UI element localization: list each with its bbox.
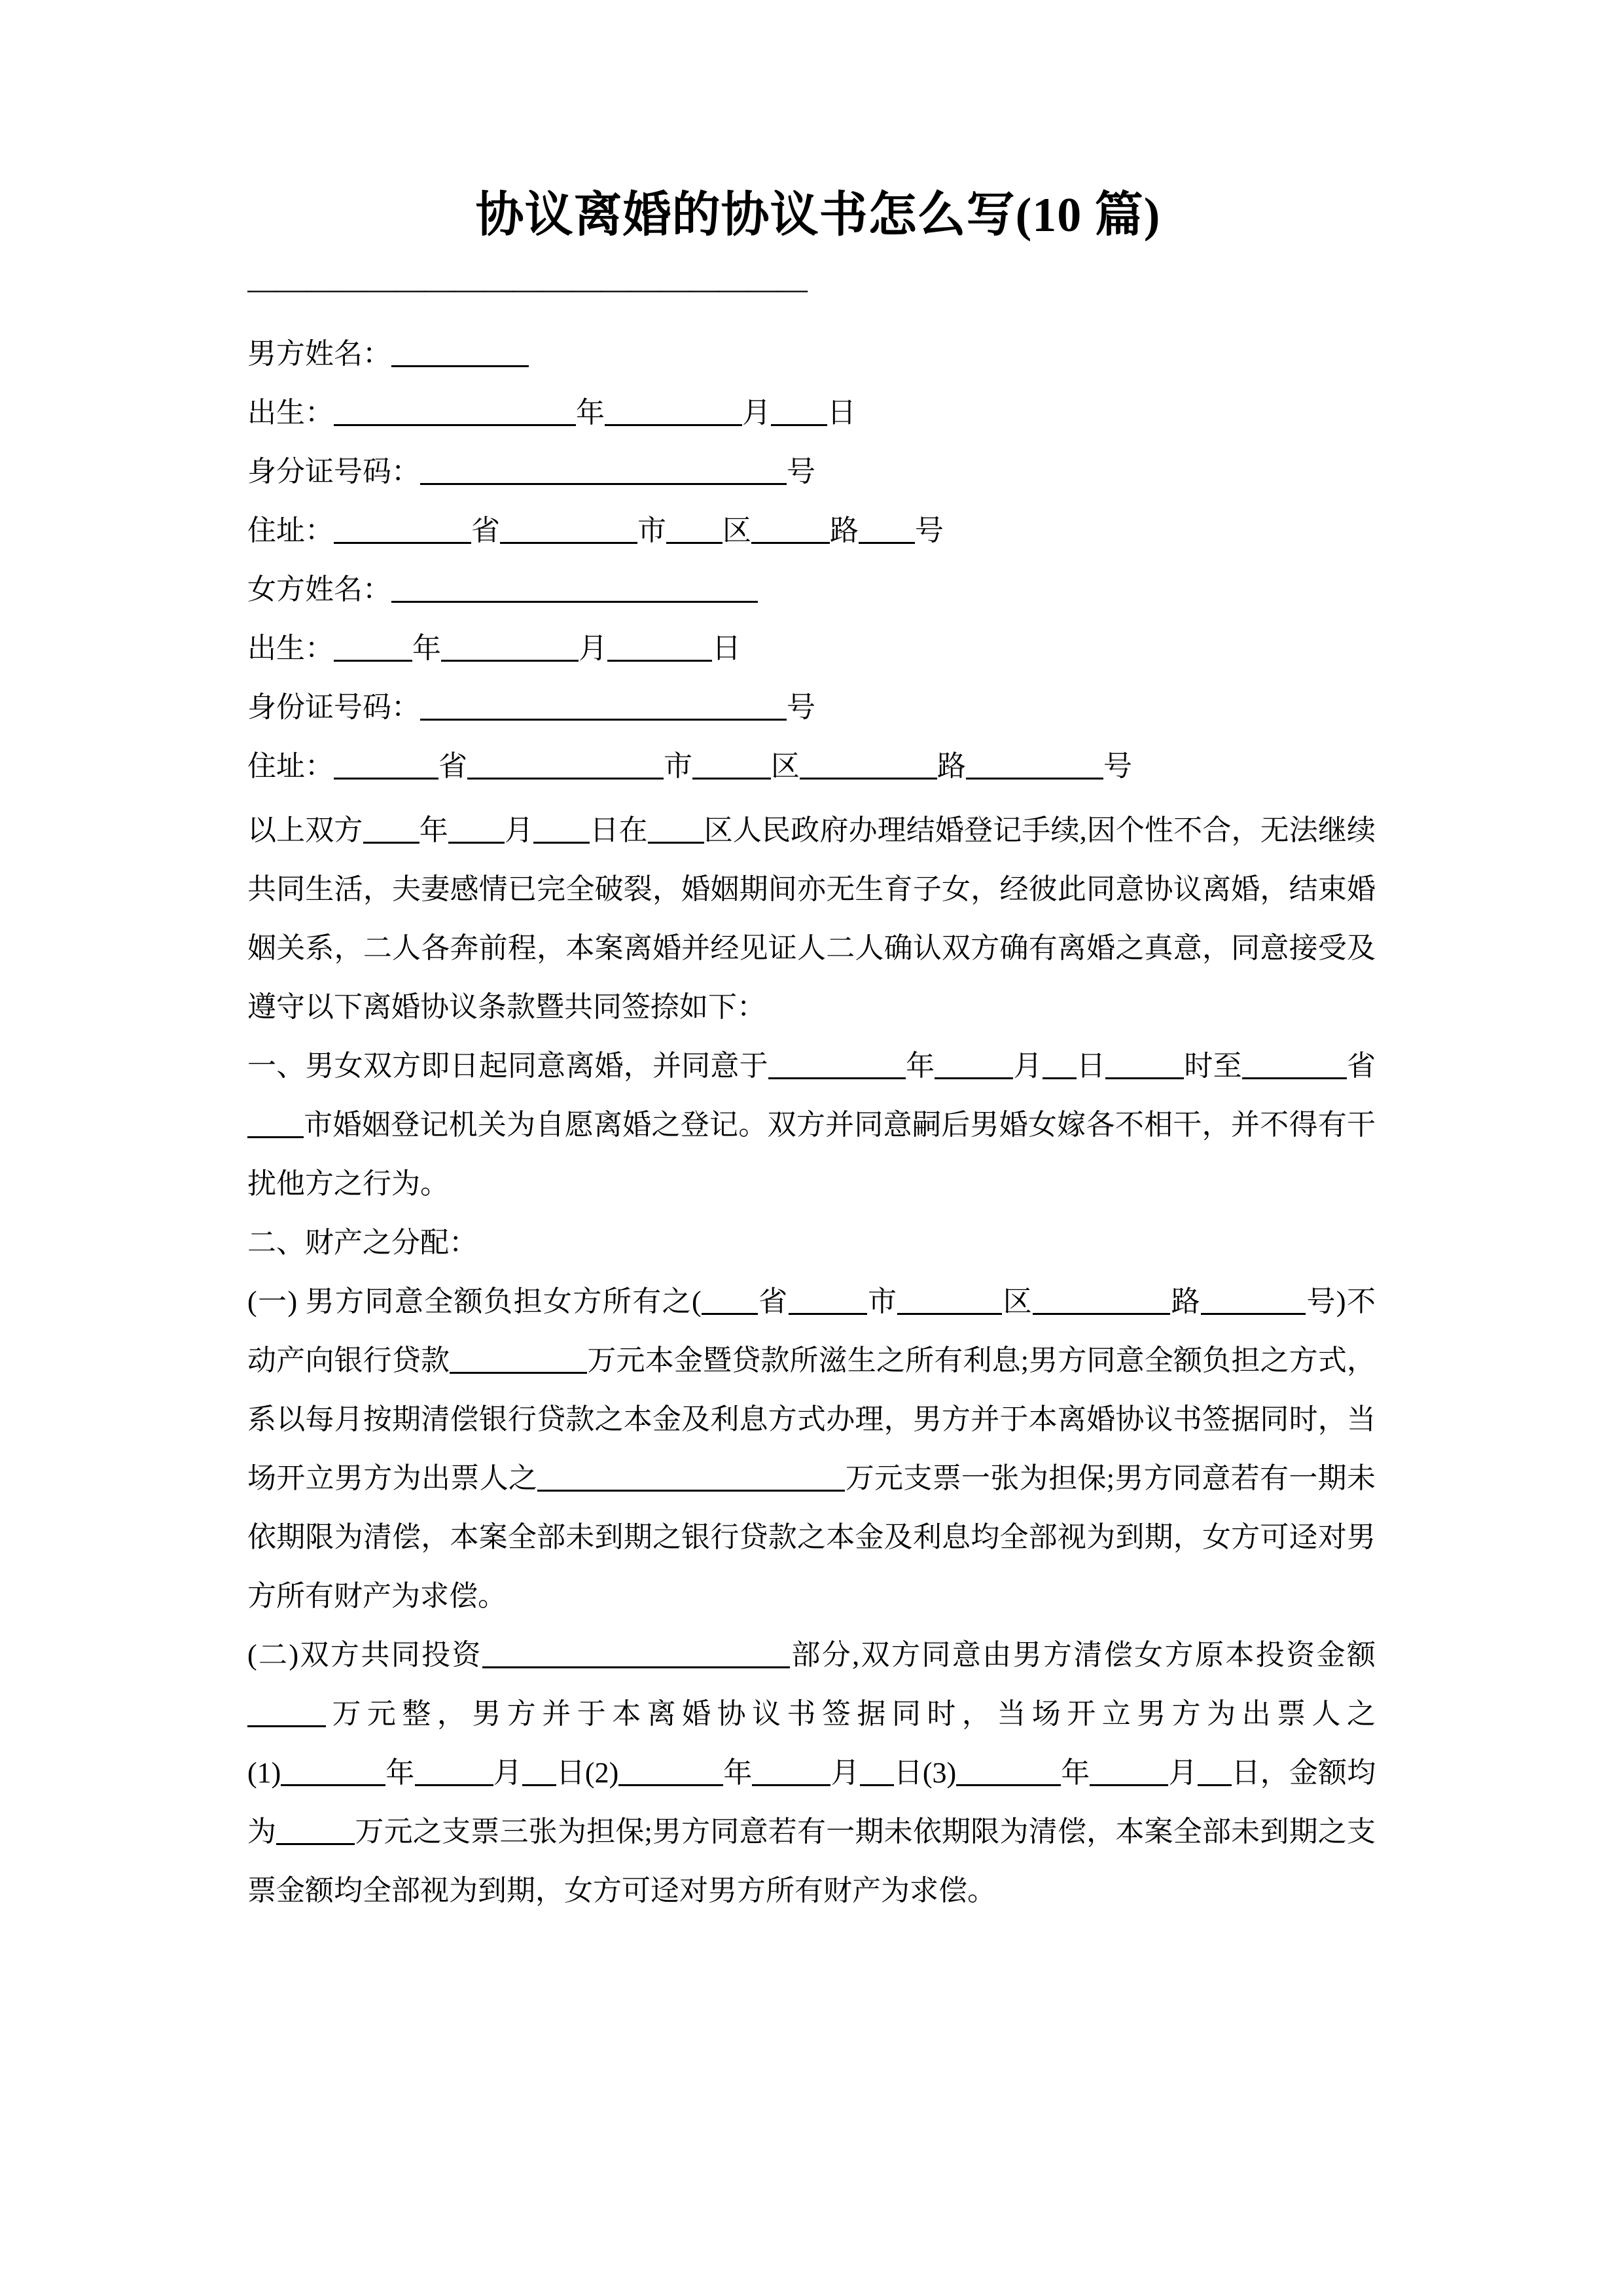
female-addr-city-blank[interactable]: [467, 755, 664, 780]
item-one-province-unit: 省: [757, 1285, 789, 1318]
item-two-text-b: 部分,双方同意由男方清偿女方原本投资金额: [789, 1639, 1376, 1671]
female-birth-day-blank[interactable]: [607, 637, 712, 662]
date-3-day-unit: 日: [1231, 1757, 1260, 1789]
male-id-unit: 号: [787, 456, 815, 488]
male-name-label: 男方姓名：: [247, 338, 391, 370]
item-one-check-unit: 万元支票一张为担保;男方同意若有一期未依期限为清偿，本案全部未到期之银行贷款之本金及利息均全部视为到期，女方可迳对男方所有财产为求偿。: [247, 1462, 1376, 1612]
female-addr-province-unit: 省: [438, 750, 467, 782]
female-birth-field: [247, 619, 1376, 678]
date-3-prefix: (3): [922, 1757, 957, 1789]
clause-one-year-unit: 年: [905, 1050, 935, 1082]
male-birth-day-blank[interactable]: [771, 402, 827, 426]
item-one-amount-unit: 万元本金暨贷款所滋生之所有利息;男方同意全额负担之方式，系以每月按期清偿银行贷款之本金及利息方式办理，男方并于本离婚协议书签据同时，当场开立男方为出票人之: [247, 1344, 1376, 1494]
item-two-amount-blank[interactable]: [247, 1703, 326, 1727]
female-address-label: 住址：: [247, 750, 334, 782]
item-two-investment-blank[interactable]: [482, 1644, 790, 1668]
preamble-day-blank[interactable]: [533, 819, 590, 844]
female-addr-number-blank[interactable]: [966, 755, 1103, 780]
female-birth-year-unit: 年: [412, 632, 441, 664]
female-id-unit: 号: [787, 691, 815, 723]
item-one-district-unit: 区: [1002, 1285, 1033, 1318]
female-address-field: [247, 737, 1376, 796]
date-3-year-unit: 年: [1061, 1757, 1090, 1789]
female-addr-province-blank[interactable]: [334, 755, 438, 780]
preamble-text-b: 区人民政府办理结婚登记手续,因个性不合，无法继续共同生活，夫妻感情已完全破裂，婚姻期间亦无生育子女，经彼此同意协议离婚，结束婚姻关系，二人各奔前程，本案离婚并经见证人二人确认双方确有离婚之真意，同意接受及遵守以下离婚协议条款暨共同签捺如下：: [247, 814, 1376, 1023]
date-3-month-blank[interactable]: [1090, 1762, 1168, 1786]
item-one-district-blank[interactable]: [897, 1291, 1002, 1315]
female-id-field: [247, 678, 1376, 737]
clause-two-heading: 二、财产之分配：: [247, 1227, 478, 1259]
preamble-year-unit: 年: [419, 814, 448, 846]
male-addr-district-unit: 区: [722, 514, 751, 547]
item-one-road-blank[interactable]: [1033, 1291, 1170, 1315]
male-birth-year-unit: 年: [576, 397, 605, 429]
item-one-number-unit: 号)不动产向银行贷款: [247, 1285, 1376, 1376]
date-1-month-unit: 月: [493, 1757, 522, 1789]
male-name-field: [247, 325, 1376, 384]
item-two-tail-a: 金额均为: [247, 1757, 1376, 1848]
item-one-text-a: (一) 男方同意全额负担女方所有之(: [247, 1285, 702, 1318]
male-addr-city-blank[interactable]: [500, 520, 637, 544]
item-one-province-blank[interactable]: [702, 1291, 758, 1315]
male-birth-label: 出生：: [247, 397, 334, 429]
female-name-field: [247, 560, 1376, 619]
male-addr-number-blank[interactable]: [859, 520, 915, 544]
female-birth-month-unit: 月: [579, 632, 607, 664]
date-1-day-unit: 日: [556, 1757, 585, 1789]
preamble-paragraph: [247, 801, 1376, 1037]
female-name-label: 女方姓名：: [247, 573, 391, 605]
male-id-label: 身分证号码：: [247, 456, 420, 488]
preamble-text-a: 以上双方: [247, 814, 363, 846]
preamble-month-unit: 月: [504, 814, 534, 846]
date-2-month-unit: 月: [830, 1757, 860, 1789]
female-addr-number-unit: 号: [1103, 750, 1132, 782]
page-title: 协议离婚的协议书怎么写(10 篇): [475, 188, 1161, 242]
male-id-blank[interactable]: [420, 461, 787, 485]
clause-one-day-blank[interactable]: [1043, 1055, 1077, 1079]
date-2-year-unit: 年: [723, 1757, 753, 1789]
item-two-check-amount-blank[interactable]: [276, 1821, 355, 1845]
male-id-field: [247, 442, 1376, 501]
clause-one-month-unit: 月: [1013, 1050, 1043, 1082]
item-one-number-blank[interactable]: [1201, 1291, 1306, 1315]
female-party-fields: [247, 560, 1376, 796]
date-2-month-blank[interactable]: [752, 1762, 830, 1786]
clause-two-item-two: (二)双方共同投资 部分,双方同意由男方清偿女方原本投资金额万元整，男方并于本离婚协议书签据同时，当场开立男方为出票人之(1) 年 月 日(2) 年 月 日(3) 年 月 日，金额均为 万元之支票三张为担保;男方同意若有一期未依期限为清偿，本案全部未到期之支票金额均全部视为到期，女方可迳对男方所有财产为求偿。: [247, 1639, 1376, 1907]
female-name-blank[interactable]: [391, 579, 758, 603]
date-1-year-blank[interactable]: [281, 1762, 385, 1786]
item-two-date-1: [247, 1757, 585, 1789]
preamble-month-blank[interactable]: [448, 819, 505, 844]
date-2-day-unit: 日: [893, 1757, 923, 1789]
female-addr-road-unit: 路: [937, 750, 966, 782]
preamble-day-unit: 日在: [590, 814, 648, 846]
item-one-city-unit: 市: [866, 1285, 898, 1318]
date-1-day-blank[interactable]: [522, 1762, 556, 1786]
female-birth-month-blank[interactable]: [441, 637, 579, 662]
male-birth-field: [247, 384, 1376, 442]
item-two-amount-unit: 万元整，男方并于本离婚协议书签据同时，当场开立男方为出票人之: [326, 1698, 1376, 1730]
clause-one-province-blank[interactable]: [1242, 1055, 1347, 1079]
item-one-road-unit: 路: [1170, 1285, 1202, 1318]
female-birth-year-blank[interactable]: [334, 637, 412, 662]
female-addr-city-unit: 市: [664, 750, 692, 782]
date-3-day-blank[interactable]: [1198, 1762, 1232, 1786]
male-birth-month-unit: 月: [742, 397, 771, 429]
clause-one-province-unit: 省: [1346, 1050, 1376, 1082]
date-2-prefix: (2): [584, 1757, 619, 1789]
clause-one-time-blank[interactable]: [1105, 1055, 1184, 1079]
clause-one-day-unit: 日: [1076, 1050, 1106, 1082]
male-name-blank[interactable]: [391, 343, 529, 367]
female-birth-label: 出生：: [247, 632, 334, 664]
date-1-prefix: (1): [247, 1757, 281, 1789]
document-body: [247, 796, 1376, 1920]
document-content: [247, 0, 1376, 1920]
preamble-year-blank[interactable]: [363, 819, 419, 844]
clause-one-year-blank[interactable]: [768, 1055, 906, 1079]
divider: ———————————————————: [247, 272, 807, 305]
clause-one-time-unit: 时至: [1184, 1050, 1242, 1082]
clause-one-text-a: 一、男女双方即日起同意离婚，并同意于: [247, 1050, 768, 1082]
clause-one-month-blank[interactable]: [935, 1055, 1013, 1079]
female-addr-district-unit: 区: [771, 750, 800, 782]
preamble-district-blank[interactable]: [648, 819, 704, 844]
date-1-year-unit: 年: [385, 1757, 415, 1789]
date-2-day-blank[interactable]: [860, 1762, 894, 1786]
male-addr-province-unit: 省: [471, 514, 500, 547]
male-address-label: 住址：: [247, 514, 334, 547]
date-2-year-blank[interactable]: [618, 1762, 723, 1786]
item-one-city-blank[interactable]: [789, 1291, 867, 1315]
date-3-month-unit: 月: [1168, 1757, 1198, 1789]
item-two-text-a: (二)双方共同投资: [247, 1639, 482, 1671]
male-birth-month-blank[interactable]: [605, 402, 742, 426]
male-addr-district-blank[interactable]: [666, 520, 722, 544]
clause-one-paragraph: [247, 1037, 1376, 1213]
female-birth-day-unit: 日: [712, 632, 741, 664]
clause-one-city-text: 市婚姻登记机关为自愿离婚之登记。双方并同意嗣后男婚女嫁各不相干，并不得有干扰他方之行为。: [247, 1109, 1376, 1200]
clause-two-item-one: [247, 1272, 1376, 1626]
male-birth-day-unit: 日: [827, 397, 856, 429]
item-two-date-3: [923, 1757, 1260, 1789]
item-two-date-2: [585, 1757, 923, 1789]
male-addr-road-unit: 路: [830, 514, 859, 547]
date-1-month-blank[interactable]: [415, 1762, 493, 1786]
item-one-check-amount-blank[interactable]: [537, 1467, 845, 1492]
clause-one-city-blank[interactable]: [247, 1114, 304, 1138]
male-address-field: [247, 501, 1376, 560]
male-addr-city-unit: 市: [637, 514, 666, 547]
male-addr-road-blank[interactable]: [751, 520, 830, 544]
female-id-blank[interactable]: [420, 696, 787, 721]
male-birth-year-blank[interactable]: [334, 402, 576, 426]
male-addr-number-unit: 号: [915, 514, 944, 547]
female-addr-road-blank[interactable]: [800, 755, 937, 780]
item-two-tail-b: 万元之支票三张为担保;男方同意若有一期未依期限为清偿，本案全部未到期之支票金额均全部视为到期，女方可迳对男方所有财产为求偿。: [247, 1816, 1376, 1907]
female-addr-district-blank[interactable]: [692, 755, 771, 780]
date-3-year-blank[interactable]: [956, 1762, 1061, 1786]
item-one-loan-amount-blank[interactable]: [450, 1350, 587, 1374]
female-id-label: 身份证号码：: [247, 691, 420, 723]
male-party-fields: [247, 310, 1376, 560]
male-addr-province-blank[interactable]: [334, 520, 471, 544]
